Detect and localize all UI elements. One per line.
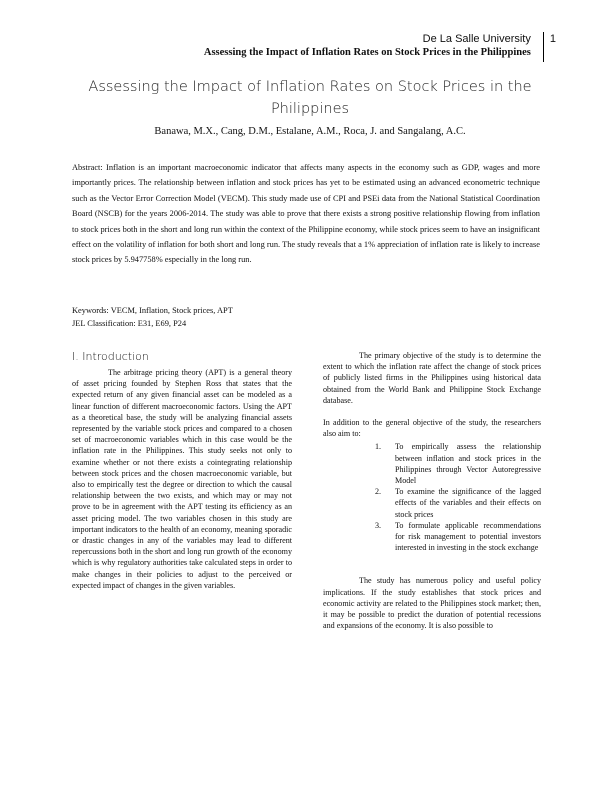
list-item: 1. To empirically assess the relationship between inflation and stock prices in the Philippines through Vector Autoregressive Model xyxy=(375,442,541,486)
list-item: 3. To formulate applicable recommendations for risk management to potential investors interested in investing in the stock exchange xyxy=(375,520,541,553)
keywords-block xyxy=(72,304,540,330)
intro-paragraph: The arbitrage pricing theory (APT) is a general theory of asset pricing founded by Stephen Ross that states that the expected return of any given financial asset can be modeled as a linear function of different macroeconomic factors. Using the APT as a theoretical base, the study will be analyzing financial assets represented by the variable stock prices and compared to a chosen set of macroeconomic variables which in this case would be the inflation rate in the Philippines. This study seeks not only to examine whether or not there exists a cointegrating relationship between stock prices and the chosen macroeconomic variable, but also to empirically test the degree or direction to which the causal relationship between the two exists, and which may or may not prove to be in agreement with the APT testing its efficiency as an asset pricing model. The two variables chosen in this study are important indicators to the health of an economy, meaning sporadic or drastic changes in any of the variables may lead to different repercussions both in the short and long run growth of the economy which is why regulatory authorities take calculated steps in order to make changes in their policies to adjust to the perceived or expected impact of changes in the given variables. xyxy=(72,368,292,590)
keywords: Keywords: VECM, Inflation, Stock prices, APT xyxy=(72,306,233,315)
header-divider xyxy=(543,32,544,62)
implications-paragraph: The study has numerous policy and useful policy implications. If the study establishes that stock prices and economic activity are related to the Philippines stock market; then, it may be possible to predict the duration of potential recessions and expansions of the economy. It is also possible to xyxy=(323,576,541,631)
page-number: 1 xyxy=(549,33,556,45)
running-title: Assessing the Impact of Inflation Rates on Stock Prices in the Philippines xyxy=(203,47,531,58)
objective-paragraph: The primary objective of the study is to determine the extent to which the inflation rate affect the change of stock prices of publicly listed firms in the Philippines using historical data obtained from the World Bank and Philippine Stock Exchange database. xyxy=(323,351,541,405)
paper-title: Assessing the Impact of Inflation Rates on Stock Prices in the Philippines xyxy=(88,79,532,117)
list-item: 2. To examine the significance of the lagged effects of the variables and their effects on stock prices xyxy=(375,487,541,519)
university-name: De La Salle University xyxy=(422,33,531,45)
section-heading: I. Introduction xyxy=(72,350,149,363)
jel-classification: JEL Classification: E31, E69, P24 xyxy=(72,319,187,328)
left-column xyxy=(72,350,292,591)
aims-paragraph: In addition to the general objective of the study, the researchers also aim to: xyxy=(323,418,541,439)
objectives-list xyxy=(323,441,541,553)
running-header xyxy=(96,32,556,62)
right-column xyxy=(323,350,541,631)
authors: Banawa, M.X., Cang, D.M., Estalane, A.M., Roca, J. and Sangalang, A.C. xyxy=(154,126,466,137)
abstract: Abstract: Inflation is an important macroeconomic indicator that affects many aspects in the economy such as GDP, wages and more importantly prices. The relationship between inflation and stock prices has yet to be estimated using an advanced econometric technique such as the Vector Error Correction Model (VECM). This study made use of CPI and PSEi data from the National Statistical Coordination Board (NSCB) for the years 2006-2014. The study was able to prove that there exists a strong positive relationship flowing from inflation to stock prices both in the short and long run within the context of the Philippine economy, while stock prices seem to have an insignificant effect on the volatility of inflation for both short and long run. The study reveals that a 1% appreciation of inflation rate is likely to increase stock prices by 5.947758% especially in the long run. xyxy=(72,163,540,265)
